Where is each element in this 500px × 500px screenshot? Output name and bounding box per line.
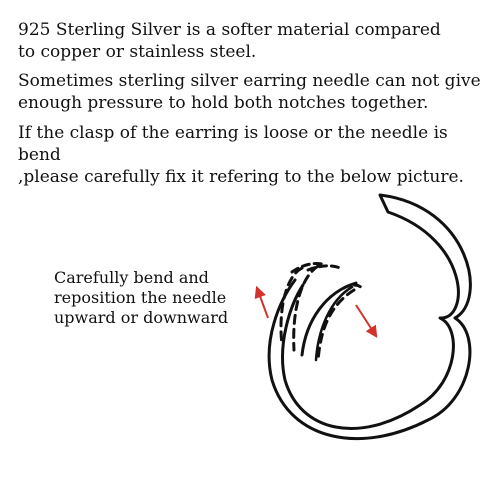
instruction-paragraph-pressure: Sometimes sterling silver earring needle can not give enough pressure to hold both notches together. [18, 71, 481, 113]
needle-solid-outer [316, 287, 352, 360]
hoop-ring-outline [269, 195, 470, 439]
needle-dashed-tip-mid [308, 266, 340, 270]
arrow-downward-icon [356, 305, 376, 336]
arrow-upward-icon [257, 288, 268, 318]
instruction-paragraph-material: 925 Sterling Silver is a softer material compared to copper or stainless steel. [18, 20, 441, 62]
diagram-caption: Carefully bend and reposition the needle upward or downward [54, 268, 229, 327]
instruction-paragraph-fix: If the clasp of the earring is loose or the needle is bend ,please carefully fix it refering to the below picture. [18, 123, 464, 187]
